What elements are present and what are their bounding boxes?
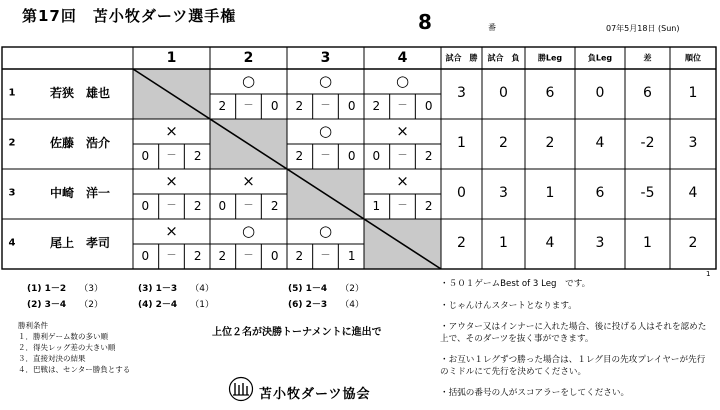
legs-won: 1: [372, 199, 381, 213]
schedule-match: (1) 1－2: [27, 284, 67, 294]
column-number: 2: [243, 50, 254, 66]
group-suffix: 番: [488, 23, 496, 32]
match-result-mark: ○: [241, 222, 256, 240]
score-dash: －: [320, 100, 331, 112]
stat-value: 3: [595, 235, 605, 251]
note-item: ・アウター又はインナーに入れた場合、後に投げる人はそれを認めた上で、そのダーツを抜く事ができます。: [440, 322, 707, 344]
note-item: ・５０１ゲームBest of 3 Leg です。: [440, 279, 591, 289]
score-dash: －: [243, 100, 254, 112]
match-result-mark: ○: [318, 122, 333, 140]
score-dash: －: [320, 250, 331, 262]
win-condition: ２．得失レッグ差の大きい順: [18, 343, 116, 352]
legs-won: 2: [295, 149, 304, 163]
match-result-mark: ○: [241, 72, 256, 90]
match-result-mark: ×: [396, 172, 409, 190]
win-condition: ４．巴戦は、センター勝負とする: [18, 365, 131, 374]
legs-lost: 0: [424, 99, 433, 113]
stat-header: 差: [643, 53, 652, 63]
schedule-item: [27, 297, 103, 310]
note-item: ・括弧の番号の人がスコアラーをしてください。: [440, 388, 630, 398]
note-item: ・じゃんけんスタートとなります。: [440, 300, 577, 311]
match-result-mark: ×: [165, 222, 178, 240]
match-result-mark: ×: [242, 172, 255, 190]
stat-header: 試合 負: [487, 53, 520, 63]
player-name: 佐藤 浩介: [49, 136, 111, 150]
schedule-scorer: （1）: [190, 300, 215, 310]
stat-value: 2: [545, 135, 555, 151]
legs-won: 0: [141, 199, 150, 213]
stat-value: 6: [545, 85, 555, 101]
legs-lost: 2: [193, 249, 202, 263]
match-result-mark: ○: [318, 222, 333, 240]
stat-value: 1: [688, 85, 698, 101]
stat-value: 4: [545, 235, 555, 251]
legs-lost: 2: [193, 199, 202, 213]
score-dash: －: [166, 250, 177, 262]
schedule-item: [138, 281, 214, 294]
stat-header: 試合 勝: [445, 53, 478, 63]
score-dash: －: [320, 150, 331, 162]
note-item: ・お互い１レグずつ勝った場合は、１レグ目の先攻プレイヤーが先行のミドルにて先行を決めてください。: [440, 355, 706, 377]
schedule-match: (6) 2－3: [288, 300, 328, 310]
stat-value: 1: [643, 235, 652, 251]
score-dash: －: [243, 250, 254, 262]
stat-value: 2: [499, 135, 508, 151]
match-result-mark: ○: [395, 72, 410, 90]
schedule-scorer: （2）: [79, 300, 104, 310]
stat-value: -5: [640, 185, 655, 201]
legs-lost: 0: [347, 99, 356, 113]
legs-won: 2: [372, 99, 381, 113]
stat-value: 1: [499, 235, 508, 251]
legs-won: 0: [141, 249, 150, 263]
player-number: 1: [8, 87, 16, 99]
stat-value: 6: [643, 85, 652, 101]
legs-lost: 0: [270, 249, 279, 263]
legs-lost: 2: [424, 149, 433, 163]
page-number: 1: [706, 270, 711, 278]
page-title: 第17回 苫小牧ダーツ選手権: [22, 7, 237, 25]
legs-lost: 2: [193, 149, 202, 163]
legs-lost: 0: [270, 99, 279, 113]
schedule-scorer: （4）: [340, 300, 365, 310]
player-name: 中崎 洋一: [49, 186, 111, 200]
legs-lost: 2: [270, 199, 279, 213]
stat-header: 順位: [685, 53, 701, 63]
group-number: 8: [418, 10, 432, 34]
win-conditions-heading: 勝利条件: [18, 321, 48, 330]
legs-won: 0: [372, 149, 381, 163]
match-result-mark: ○: [318, 72, 333, 90]
schedule-item: [27, 281, 103, 294]
stat-value: 0: [499, 85, 508, 101]
stat-header: 負Leg: [587, 53, 613, 63]
player-number: 2: [8, 137, 16, 149]
column-number: 3: [320, 50, 331, 66]
stat-value: 3: [499, 185, 508, 201]
stat-value: 6: [595, 185, 605, 201]
schedule-scorer: （4）: [190, 284, 215, 294]
association-logo-icon: [228, 376, 254, 402]
schedule-item: [288, 281, 364, 294]
match-result-mark: ×: [165, 122, 178, 140]
game-notes: [440, 279, 710, 410]
schedule-match: (3) 1－3: [138, 284, 178, 294]
score-dash: －: [397, 200, 408, 212]
stat-value: 1: [545, 185, 555, 201]
stat-value: 2: [688, 235, 698, 251]
player-name: 若狭 雄也: [49, 86, 111, 100]
score-dash: －: [166, 200, 177, 212]
schedule-match: (2) 3－4: [27, 300, 67, 310]
advance-note: 上位２名が決勝トーナメントに進出で: [212, 327, 382, 338]
schedule-match: (5) 1－4: [288, 284, 328, 294]
column-number: 1: [166, 50, 177, 66]
match-result-mark: ×: [165, 172, 178, 190]
schedule-item: [288, 297, 364, 310]
stat-value: 4: [595, 135, 605, 151]
legs-lost: 0: [347, 149, 356, 163]
schedule-scorer: （2）: [340, 284, 365, 294]
player-number: 3: [8, 187, 16, 199]
schedule-item: [138, 297, 214, 310]
stat-value: 3: [457, 85, 466, 101]
stat-value: 4: [688, 185, 698, 201]
score-dash: －: [397, 150, 408, 162]
schedule-match: (4) 2－4: [138, 300, 178, 310]
score-dash: －: [243, 200, 254, 212]
score-dash: －: [166, 150, 177, 162]
association-name: 苫小牧ダーツ協会: [259, 387, 371, 402]
player-number: 4: [8, 237, 16, 249]
event-date: 07年5月18日 (Sun): [606, 24, 680, 33]
stat-value: 2: [457, 235, 466, 251]
score-dash: －: [397, 100, 408, 112]
column-number: 4: [397, 50, 408, 66]
stat-value: 0: [595, 85, 605, 101]
stat-value: 3: [688, 135, 698, 151]
stat-value: -2: [640, 135, 655, 151]
player-name: 尾上 孝司: [49, 236, 111, 250]
legs-won: 2: [218, 99, 227, 113]
stat-header: 勝Leg: [537, 53, 563, 63]
legs-won: 2: [218, 249, 227, 263]
match-result-mark: ×: [396, 122, 409, 140]
legs-won: 0: [218, 199, 227, 213]
win-condition: ３．直接対決の結果: [18, 354, 86, 363]
legs-lost: 1: [347, 249, 356, 263]
legs-won: 2: [295, 99, 304, 113]
stat-value: 0: [457, 185, 466, 201]
legs-won: 0: [141, 149, 150, 163]
win-condition: １．勝利ゲーム数の多い順: [18, 332, 108, 341]
schedule-scorer: （3）: [79, 284, 104, 294]
stat-value: 1: [457, 135, 466, 151]
legs-lost: 2: [424, 199, 433, 213]
legs-won: 2: [295, 249, 304, 263]
win-conditions: [18, 320, 130, 375]
